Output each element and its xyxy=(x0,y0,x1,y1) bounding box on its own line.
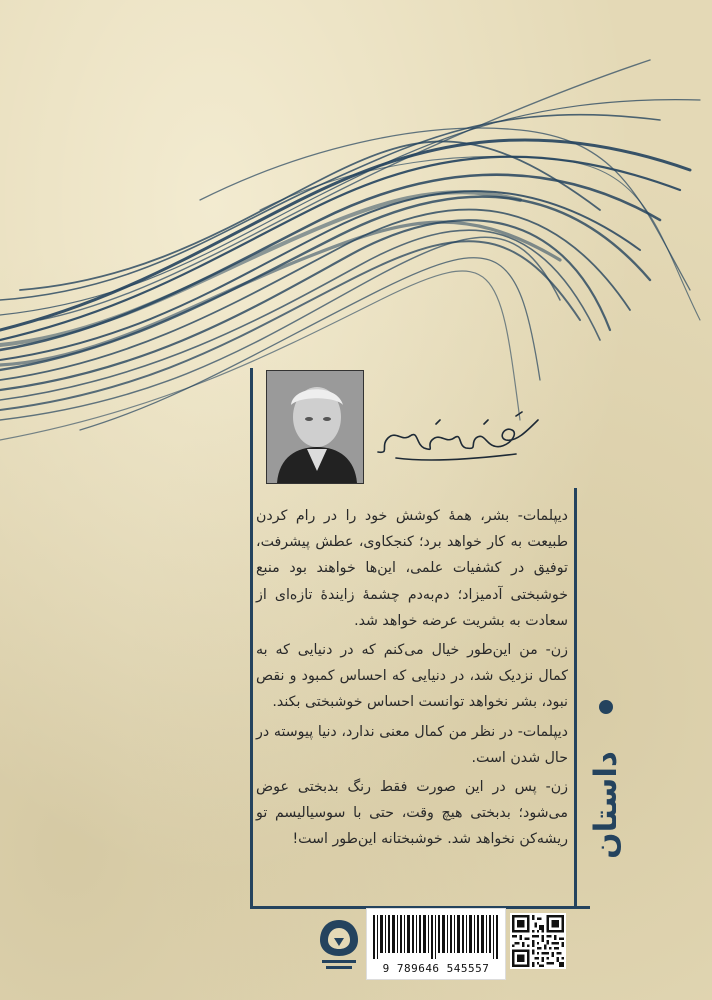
barcode-bars-icon xyxy=(373,915,499,959)
frame-left-line xyxy=(250,368,253,908)
author-photo xyxy=(266,370,364,484)
qr-code-icon xyxy=(512,915,564,967)
back-cover-excerpt xyxy=(256,503,568,856)
excerpt-paragraph: دیپلمات- در نظر من کمال معنی ندارد، دنیا پیوسته در حال شدن است. xyxy=(256,723,568,766)
series-label xyxy=(584,700,628,910)
qr-code xyxy=(510,913,566,969)
bullet-dot-icon xyxy=(599,700,613,714)
excerpt-paragraph: زن- پس در این صورت فقط رنگ بدبختی عوض می‌شود؛ بدبختی هیچ وقت، حتی با سوسیالیسم تو ریشه‌کن نخواهد شد. خوشبختانه این‌طور است! xyxy=(256,779,568,848)
isbn-number: 9 789646 545557 xyxy=(382,962,490,975)
author-signature xyxy=(366,402,546,472)
isbn-barcode xyxy=(366,908,506,980)
excerpt-paragraph: زن- من این‌طور خیال می‌کنم که در دنیایی که به کمال نزدیک شد، در دنیایی که احساس کمبود و نقص نبود، بشر نخواهد توانست احساس خوشبختی بکند. xyxy=(256,642,568,711)
excerpt-paragraph: دیپلمات- بشر، همهٔ کوشش خود را در رام کردن طبیعت به کار خواهد برد؛ کنجکاوی، عطش پیشرفت، توفیق در کشفیات علمی، این‌ها خواهند بود منبع خوشبختی آدمیزاد؛ دم‌به‌دم چشمهٔ زایندهٔ تازه‌ای از سعادت به بشریت عرضه خواهد شد. xyxy=(256,508,568,629)
frame-right-line xyxy=(574,488,577,908)
publisher-logo xyxy=(316,916,362,972)
series-label-text: داستان xyxy=(588,751,624,859)
